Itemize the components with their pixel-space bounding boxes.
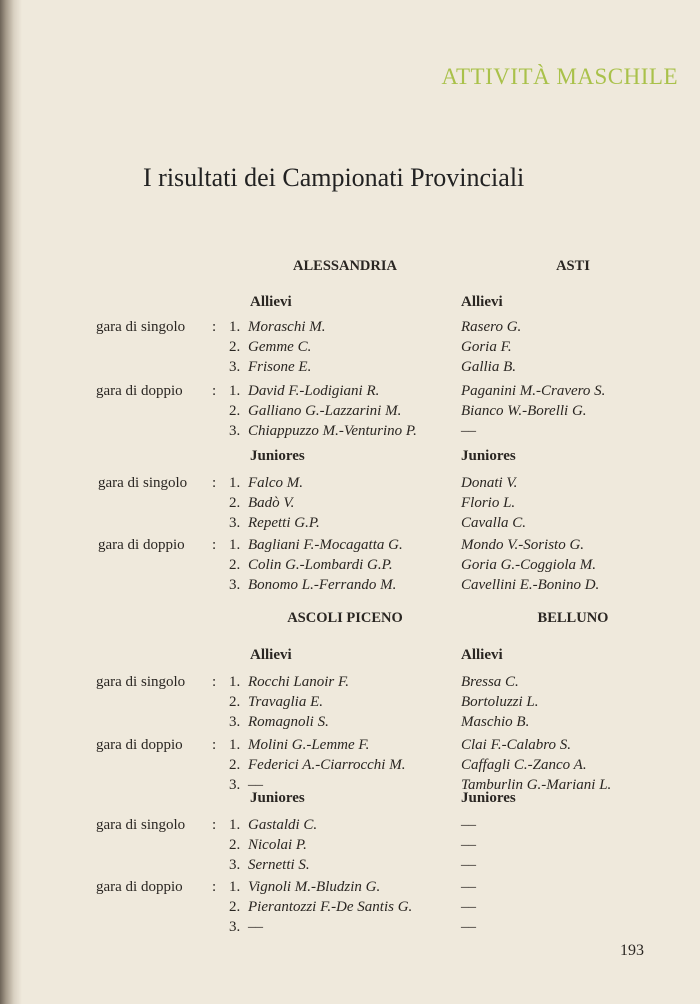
result-row: [0, 381, 700, 401]
result-row: [0, 513, 700, 533]
result-row: [0, 493, 700, 513]
rank-number: 1.: [229, 674, 241, 690]
right-result-name: Donati V.: [461, 475, 518, 491]
right-result-name: Mondo V.-Soristo G.: [461, 537, 585, 553]
right-result-name: Paganini M.-Cravero S.: [461, 383, 606, 399]
right-category-label: Allievi: [461, 294, 503, 310]
left-result-name: Frisone E.: [248, 359, 312, 375]
right-result-name: ––: [461, 899, 476, 915]
right-result-name: ––: [461, 879, 476, 895]
left-result-name: Vignoli M.-Bludzin G.: [248, 879, 381, 895]
left-category-label: Juniores: [250, 448, 305, 464]
colon: :: [212, 537, 217, 553]
event-label: gara di doppio: [96, 737, 183, 753]
left-result-name: Repetti G.P.: [248, 515, 320, 531]
left-result-name: ––: [248, 777, 263, 793]
colon: :: [212, 475, 217, 491]
rank-number: 1.: [229, 383, 241, 399]
result-row: [0, 897, 700, 917]
rank-number: 1.: [229, 737, 241, 753]
left-province-heading: ALESSANDRIA: [293, 258, 397, 274]
rank-number: 3.: [229, 359, 241, 375]
rank-number: 3.: [229, 919, 241, 935]
result-row: [0, 755, 700, 775]
left-result-name: Colin G.-Lombardi G.P.: [248, 557, 393, 573]
rank-number: 1.: [229, 319, 241, 335]
page-title: I risultati dei Campionati Provinciali: [143, 163, 525, 192]
right-result-name: Bortoluzzi L.: [461, 694, 539, 710]
rank-number: 3.: [229, 577, 241, 593]
event-label: gara di singolo: [98, 475, 188, 491]
left-result-name: Gemme C.: [248, 339, 312, 355]
left-result-name: Bagliani F.-Mocagatta G.: [248, 537, 403, 553]
right-result-name: Cavellini E.-Bonino D.: [461, 577, 600, 593]
event-label: gara di doppio: [96, 383, 183, 399]
result-row: [0, 712, 700, 732]
right-result-name: Caffagli C.-Zanco A.: [461, 757, 587, 773]
left-category-label: Juniores: [250, 790, 305, 806]
rank-number: 1.: [229, 475, 241, 491]
rank-number: 1.: [229, 879, 241, 895]
result-row: [0, 337, 700, 357]
right-result-name: Gallia B.: [461, 359, 516, 375]
result-row: [0, 815, 700, 835]
left-result-name: David F.-Lodigiani R.: [248, 383, 380, 399]
rank-number: 3.: [229, 423, 241, 439]
left-result-name: Chiappuzzo M.-Venturino P.: [248, 423, 417, 439]
event-label: gara di doppio: [96, 879, 183, 895]
left-province-heading: ASCOLI PICENO: [287, 610, 403, 626]
right-result-name: Florio L.: [461, 495, 516, 511]
left-category-label: Allievi: [250, 294, 292, 310]
category-heading-row: [0, 446, 700, 466]
right-result-name: Bressa C.: [461, 674, 519, 690]
rank-number: 2.: [229, 899, 241, 915]
left-result-name: Rocchi Lanoir F.: [248, 674, 349, 690]
rank-number: 3.: [229, 714, 241, 730]
category-heading-row: [0, 788, 700, 808]
colon: :: [212, 383, 217, 399]
result-row: [0, 317, 700, 337]
rank-number: 2.: [229, 339, 241, 355]
result-row: [0, 735, 700, 755]
right-result-name: Cavalla C.: [461, 515, 527, 531]
province-heading-row: [0, 256, 700, 276]
left-result-name: Molini G.-Lemme F.: [248, 737, 370, 753]
right-result-name: Goria G.-Coggiola M.: [461, 557, 596, 573]
left-result-name: Nicolai P.: [248, 837, 307, 853]
left-result-name: Travaglia E.: [248, 694, 324, 710]
left-result-name: Galliano G.-Lazzarini M.: [248, 403, 402, 419]
left-result-name: Sernetti S.: [248, 857, 310, 873]
left-result-name: Moraschi M.: [248, 319, 326, 335]
rank-number: 2.: [229, 495, 241, 511]
rank-number: 3.: [229, 777, 241, 793]
rank-number: 1.: [229, 817, 241, 833]
left-result-name: Gastaldi C.: [248, 817, 318, 833]
right-result-name: Tamburlin G.-Mariani L.: [461, 777, 612, 793]
colon: :: [212, 879, 217, 895]
right-result-name: Goria F.: [461, 339, 512, 355]
right-result-name: ––: [461, 817, 476, 833]
colon: :: [212, 737, 217, 753]
result-row: [0, 555, 700, 575]
rank-number: 2.: [229, 403, 241, 419]
result-row: [0, 401, 700, 421]
result-row: [0, 877, 700, 897]
result-row: [0, 835, 700, 855]
right-category-label: Juniores: [461, 448, 516, 464]
rank-number: 2.: [229, 757, 241, 773]
right-result-name: ––: [461, 919, 476, 935]
right-result-name: Clai F.-Calabro S.: [461, 737, 572, 753]
rank-number: 1.: [229, 537, 241, 553]
event-label: gara di doppio: [98, 537, 185, 553]
rank-number: 2.: [229, 694, 241, 710]
right-category-label: Allievi: [461, 647, 503, 663]
right-category-label: Juniores: [461, 790, 516, 806]
right-province-heading: ASTI: [556, 258, 590, 274]
rank-number: 3.: [229, 857, 241, 873]
result-row: [0, 575, 700, 595]
left-result-name: Falco M.: [248, 475, 303, 491]
rank-number: 2.: [229, 837, 241, 853]
right-result-name: Maschio B.: [461, 714, 530, 730]
colon: :: [212, 319, 217, 335]
event-label: gara di singolo: [96, 319, 186, 335]
province-heading-row: [0, 608, 700, 628]
right-result-name: Bianco W.-Borelli G.: [461, 403, 587, 419]
province-block: [0, 608, 700, 937]
rank-number: 3.: [229, 515, 241, 531]
result-row: [0, 421, 700, 441]
colon: :: [212, 817, 217, 833]
left-result-name: Badò V.: [248, 495, 295, 511]
result-row: [0, 535, 700, 555]
left-result-name: Romagnoli S.: [248, 714, 329, 730]
category-heading-row: [0, 645, 700, 665]
left-result-name: Pierantozzi F.-De Santis G.: [248, 899, 413, 915]
right-province-heading: BELLUNO: [537, 610, 609, 626]
section-title: ATTIVITÀ MASCHILE: [441, 64, 678, 89]
result-row: [0, 357, 700, 377]
result-row: [0, 672, 700, 692]
rank-number: 2.: [229, 557, 241, 573]
left-result-name: ––: [248, 919, 263, 935]
left-result-name: Federici A.-Ciarrocchi M.: [248, 757, 406, 773]
event-label: gara di singolo: [96, 817, 186, 833]
left-result-name: Bonomo L.-Ferrando M.: [248, 577, 397, 593]
left-category-label: Allievi: [250, 647, 292, 663]
colon: :: [212, 674, 217, 690]
right-result-name: ––: [461, 857, 476, 873]
page-number: 193: [620, 942, 644, 959]
result-row: [0, 917, 700, 937]
event-label: gara di singolo: [96, 674, 186, 690]
right-result-name: ––: [461, 837, 476, 853]
province-block: [0, 256, 700, 595]
right-result-name: ––: [461, 423, 476, 439]
right-result-name: Rasero G.: [461, 319, 522, 335]
result-row: [0, 855, 700, 875]
result-row: [0, 473, 700, 493]
category-heading-row: [0, 292, 700, 312]
result-row: [0, 692, 700, 712]
